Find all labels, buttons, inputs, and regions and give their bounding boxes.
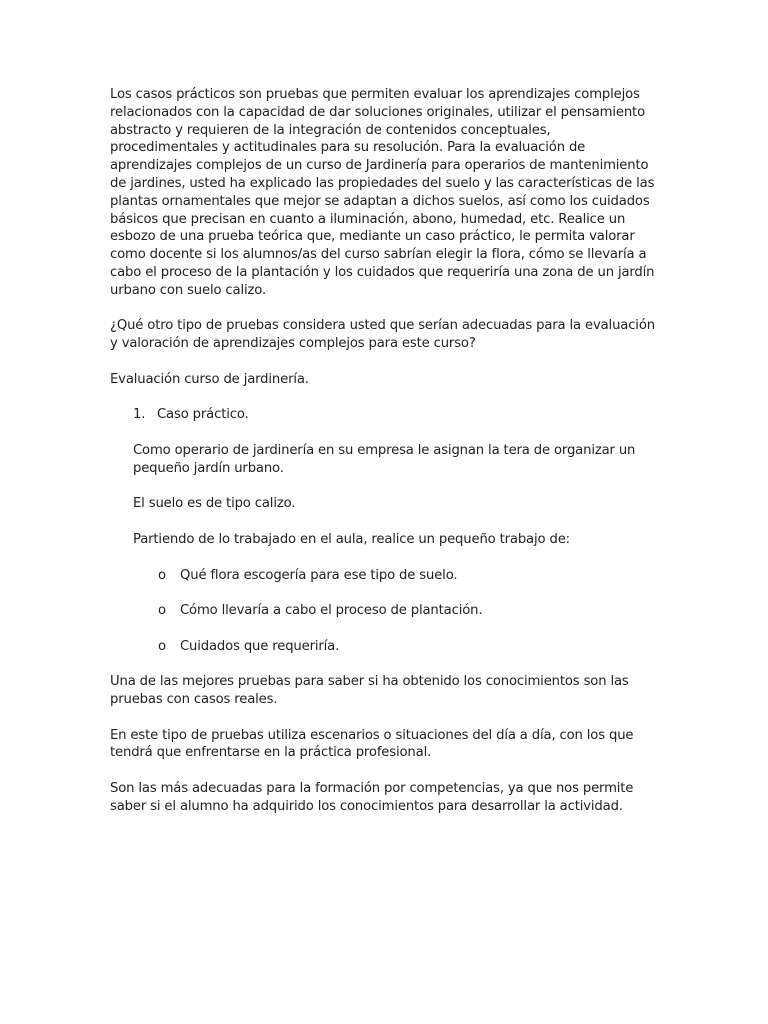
closing-paragraph-scenarios: En este tipo de pruebas utiliza escenarios o situaciones del día a día, con los que tendrá que enfrentarse en la práctica profesional. [110,727,634,761]
bullet-marker: o [158,567,166,583]
question-paragraph: ¿Qué otro tipo de pruebas considera usted que serían adecuadas para la evaluación y valoración de aprendizajes complejos para este curso? [110,318,655,352]
document-body [110,86,662,816]
bullet-marker: o [158,638,166,654]
case-paragraph-soil: El suelo es de tipo calizo. [133,496,296,512]
bullet-text: Qué flora escogería para ese tipo de suelo. [180,567,458,583]
numbered-list-item [110,406,662,424]
bullet-item [110,638,662,656]
list-number: 1. [133,407,146,423]
bullet-text: Cómo llevaría a cabo el proceso de plantación. [180,603,483,619]
closing-paragraph-real-cases: Una de las mejores pruebas para saber si ha obtenido los conocimientos son las pruebas con casos reales. [110,674,629,708]
list-item-label: Caso práctico. [157,407,249,423]
section-heading: Evaluación curso de jardinería. [110,371,309,387]
case-paragraph-task: Partiendo de lo trabajado en el aula, realice un pequeño trabajo de: [133,531,570,547]
intro-paragraph: Los casos prácticos son pruebas que permiten evaluar los aprendizajes complejos relacionados con la capacidad de dar soluciones originales, utilizar el pensamiento abstracto y requieren de la integración de contenidos conceptuales, procedimentales y actitudinales para su resolución. Para la evaluación de aprendizajes complejos de un curso de Jardinería para operarios de mantenimiento de jardines, usted ha explicado las propiedades del suelo y las características de las plantas ornamentales que mejor se adaptan a dichos suelos, así como los cuidados básicos que precisan en cuanto a iluminación, abono, humedad, etc. Realice un esbozo de una prueba teórica que, mediante un caso práctico, le permita valorar como docente si los alumnos/as del curso sabrían elegir la flora, cómo se llevaría a cabo el proceso de la plantación y los cuidados que requeriría una zona de un jardín urbano con suelo calizo. [110,87,655,298]
case-paragraph-assignment: Como operario de jardinería en su empresa le asignan la tera de organizar un pequeño jardín urbano. [133,442,636,476]
bullet-text: Cuidados que requeriría. [180,638,340,654]
bullet-item [110,602,662,620]
bullet-marker: o [158,603,166,619]
bullet-item [110,567,662,585]
closing-paragraph-competencies: Son las más adecuadas para la formación por competencias, ya que nos permite saber si el alumno ha adquirido los conocimientos para desarrollar la actividad. [110,781,634,814]
